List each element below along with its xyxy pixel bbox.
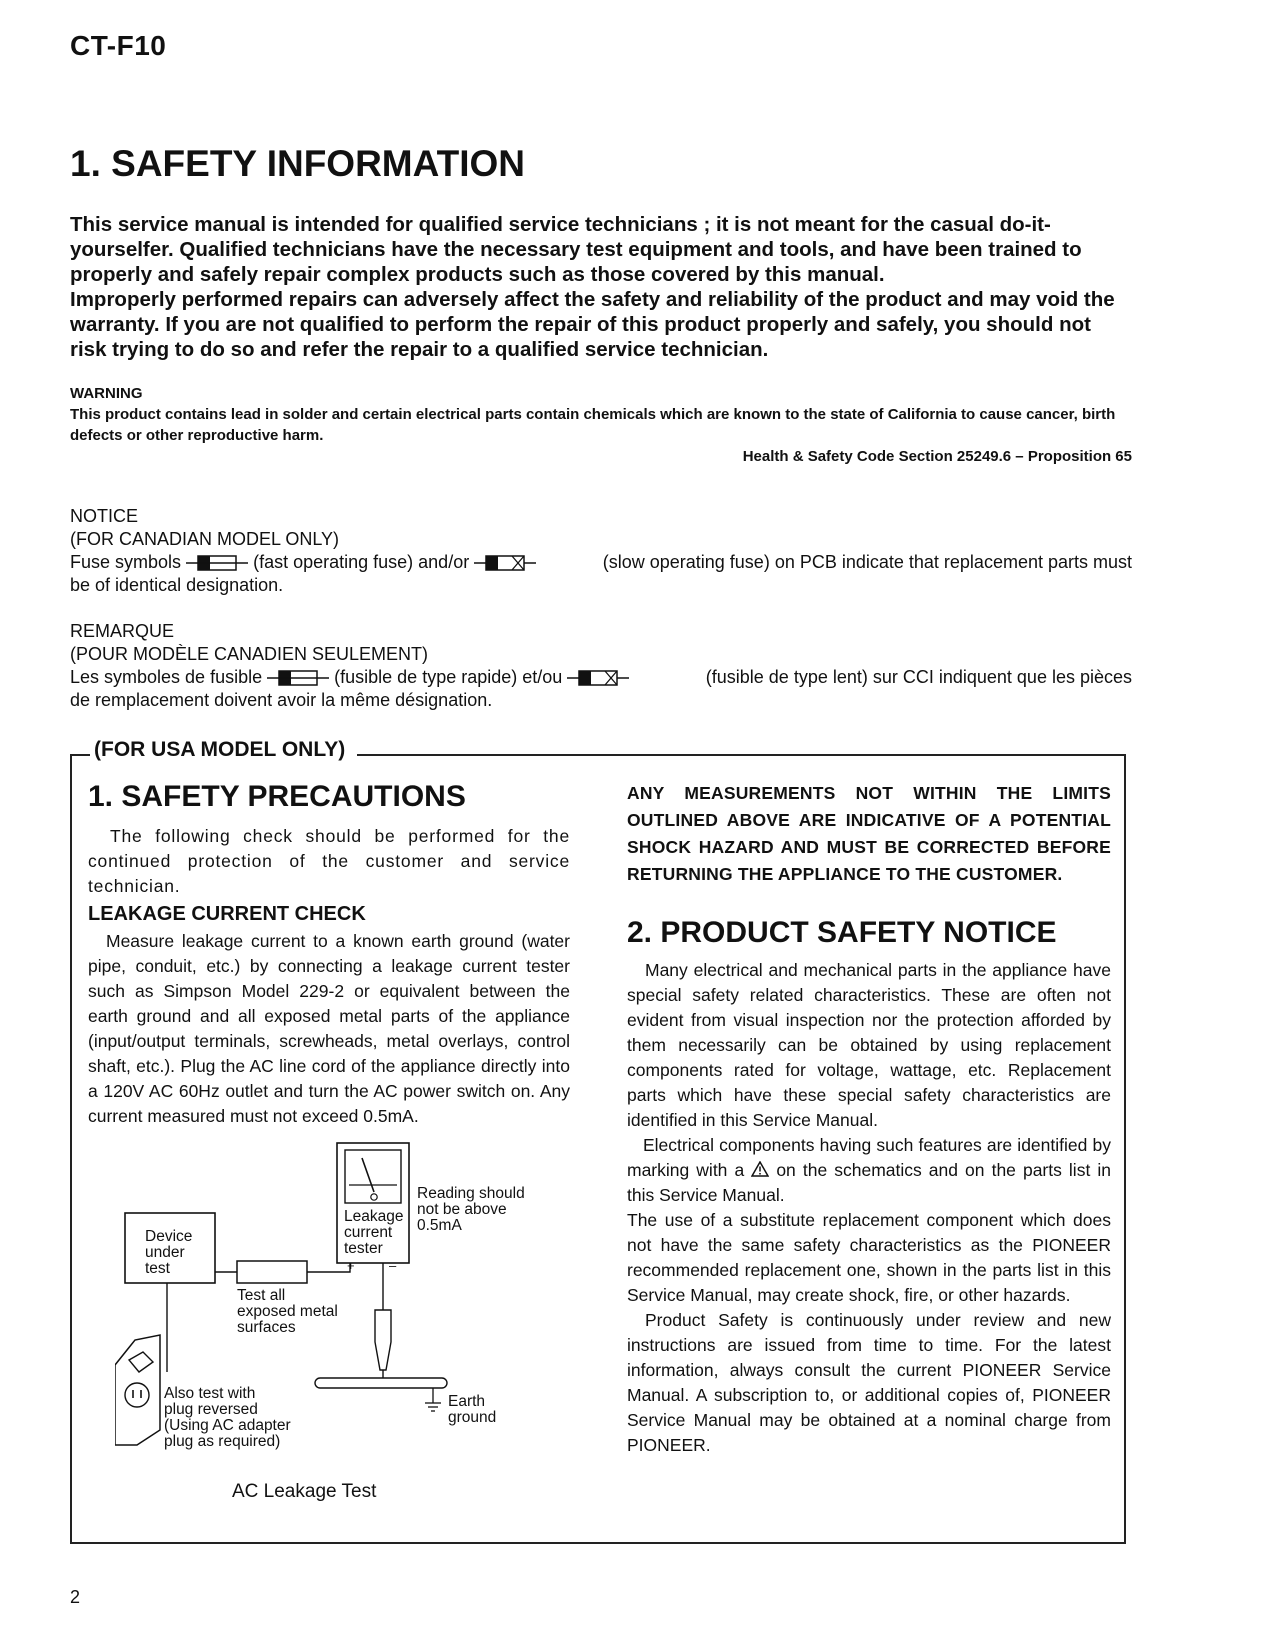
device-label-1: Device	[145, 1228, 193, 1245]
also-label-4: plug as required)	[164, 1433, 281, 1450]
notice-text-1: Fuse symbols	[70, 552, 182, 572]
intro-paragraph-2: Improperly performed repairs can adversely affect the safety and reliability of the product and may void the warranty. If you are not qualified to perform the repair of this product properly and safely, you should not risk trying to do so and refer the repair to a qualified service technician.	[70, 288, 1115, 361]
test-label-3: surfaces	[237, 1319, 296, 1336]
notice-text-3: (slow operating fuse) on PCB indicate that replacement parts must	[602, 552, 1132, 572]
reading-label-1: Reading should	[417, 1185, 525, 1202]
plug-icon	[129, 1352, 153, 1372]
product-safety-paragraph-1: Many electrical and mechanical parts in the appliance have special safety related characteristics. These are often not evident from visual inspection nor the protection afforded by them necessarily can be obtained by using replacement components rated for voltage, wattage, etc. Replacement parts which have these special safety characteristics are identified in this Service Manual.	[627, 960, 1111, 1130]
notice-canadian-french	[70, 620, 1132, 712]
product-safety-paragraph-4: Product Safety is continuously under review and new instructions are issued from time to time. For the latest information, always consult the current PIONEER Service Manual. A subscription to, or additional copies of, PIONEER Service Manual may be obtained at a nominal charge from PIONEER.	[627, 1310, 1111, 1455]
notice-subtitle: (FOR CANADIAN MODEL ONLY)	[70, 529, 340, 549]
fuse-symbols-line	[70, 551, 1132, 574]
remarque-title: REMARQUE	[70, 621, 175, 641]
test-label-2: exposed metal	[237, 1303, 338, 1320]
fast-fuse-icon	[186, 553, 248, 573]
slow-fuse-icon	[474, 553, 536, 573]
warning-text: This product contains lead in solder and certain electrical parts contain chemicals which are known to the state of California to cause cancer, birth defects or other reproductive harm.	[70, 406, 1116, 444]
outlet-socket-icon	[125, 1383, 149, 1407]
safety-precautions-title: 1. SAFETY PRECAUTIONS	[88, 780, 466, 813]
page-number: 2	[70, 1587, 81, 1607]
intro-text	[70, 212, 1130, 362]
warning-triangle-icon	[751, 1161, 769, 1177]
also-label-2: plug reversed	[164, 1401, 258, 1418]
remarque-text-4: de remplacement doivent avoir la même désignation.	[70, 690, 493, 710]
warning-source: Health & Safety Code Section 25249.6 – Proposition 65	[742, 448, 1132, 465]
device-label-2: under	[145, 1244, 185, 1261]
remarque-text-1: Les symboles de fusible	[70, 667, 263, 687]
slow-fuse-icon	[567, 668, 629, 688]
notice-text-2: (fast operating fuse) and/or	[253, 552, 470, 572]
test-label-1: Test all	[237, 1287, 286, 1304]
tester-label-2: current	[344, 1224, 393, 1241]
intro-paragraph-1: This service manual is intended for qualified service technicians ; it is not meant for the casual do-it-yourselfer. Qualified technicians have the necessary test equipment and tools, and have been trained to properly and safely repair complex products such as those covered by this manual.	[70, 213, 1082, 286]
diagram-caption: AC Leakage Test	[232, 1481, 377, 1502]
notice-title: NOTICE	[70, 506, 139, 526]
leakage-check-title: LEAKAGE CURRENT CHECK	[88, 903, 366, 925]
also-label-1: Also test with	[164, 1385, 256, 1402]
page-title: 1. SAFETY INFORMATION	[70, 143, 525, 184]
minus-terminal-label: –	[389, 1258, 397, 1273]
limits-warning-text: ANY MEASUREMENTS NOT WITHIN THE LIMITS OUTLINED ABOVE ARE INDICATIVE OF A POTENTIAL SHOCK HAZARD AND MUST BE CORRECTED BEFORE RETURNING THE APPLIANCE TO THE CUSTOMER.	[627, 783, 1111, 884]
remarque-text-3: (fusible de type lent) sur CCI indiquent que les pièces	[705, 667, 1132, 687]
model-number: CT-F10	[70, 30, 167, 61]
plus-terminal-label: +	[347, 1258, 355, 1273]
product-safety-paragraph-2-b: on the schematics and on the parts list in this Service Manual.	[627, 1160, 1111, 1205]
safety-precautions-text: The following check should be performed for the continued protection of the customer and service technician.	[88, 826, 570, 896]
ground-clip	[375, 1310, 391, 1370]
meter-needle	[362, 1158, 374, 1192]
warning-title: WARNING	[70, 385, 143, 402]
fast-fuse-icon	[267, 668, 329, 688]
wall-outlet	[115, 1335, 160, 1445]
leakage-check-text: Measure leakage current to a known earth ground (water pipe, conduit, etc.) by connecting a leakage current tester such as Simpson Model 229-2 or equivalent between the earth ground and all exposed metal parts of the appliance (input/output terminals, screwheads, metal overlays, control shaft, etc.). Plug the AC line cord of the appliance directly into a 120V AC 60Hz outlet and turn the AC power switch on. Any current measured must not exceed 0.5mA.	[88, 931, 570, 1126]
product-safety-column	[627, 780, 1111, 1458]
earth-label-1: Earth	[448, 1393, 486, 1410]
test-probe	[237, 1261, 307, 1283]
reading-label-2: not be above	[417, 1201, 507, 1218]
device-label-3: test	[145, 1260, 170, 1277]
warning-section	[70, 383, 1132, 467]
remarque-text-2: (fusible de type rapide) et/ou	[334, 667, 563, 687]
remarque-subtitle: (POUR MODÈLE CANADIEN SEULEMENT)	[70, 644, 429, 664]
earth-pipe	[315, 1378, 447, 1388]
tester-label-3: tester	[344, 1240, 383, 1257]
product-safety-paragraph-3: The use of a substitute replacement component which does not have the same safety characteristics as the PIONEER recommended replacement one, shown in the parts list in this Service Manual, may create shock, fire, or other hazards.	[627, 1210, 1111, 1305]
notice-text-4: be of identical designation.	[70, 575, 284, 595]
safety-precautions-column	[88, 780, 570, 1129]
ac-leakage-test-diagram	[115, 1140, 575, 1520]
product-safety-title: 2. PRODUCT SAFETY NOTICE	[627, 916, 1057, 949]
tester-label-1: Leakage	[344, 1208, 404, 1225]
fuse-symbols-line-fr	[70, 666, 1132, 689]
product-safety-paragraph-2	[627, 1133, 1111, 1208]
usa-model-label: (FOR USA MODEL ONLY)	[90, 738, 357, 762]
notice-canadian-english	[70, 505, 1132, 597]
earth-label-2: ground	[448, 1409, 497, 1426]
product-safety-paragraph-2-a: Electrical components having such features are identified by marking with a	[627, 1135, 1111, 1180]
reading-label-3: 0.5mA	[417, 1217, 462, 1234]
also-label-3: (Using AC adapter	[164, 1417, 291, 1434]
